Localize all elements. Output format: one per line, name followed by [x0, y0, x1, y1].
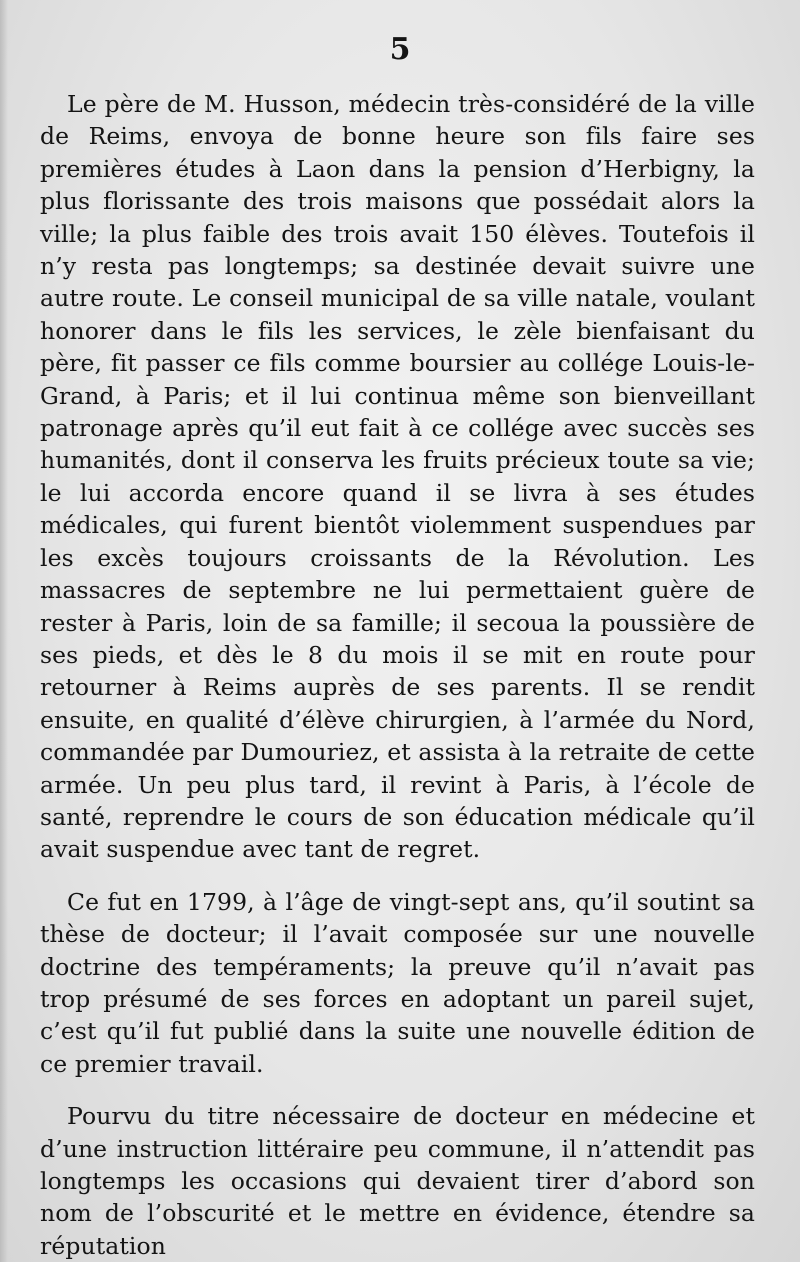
page-edge-shadow — [0, 0, 8, 1262]
paragraph-3: Pourvu du titre nécessaire de docteur en médecine et d’une instruction littéraire peu commune, il n’attendit pas longtemps les occasions qui devaient tirer d’abord son nom de l’obscurité et le mettre en évidence, étendre sa réputation — [40, 1102, 755, 1260]
paragraph-1: Le père de M. Husson, médecin très-considéré de la ville de Reims, envoya de bonne heure son fils faire ses premières études à Laon dans la pension d’Herbigny, la plus florissante des trois maisons que possédait alors la ville; la plus faible des trois avait 150 élèves. Toutefois il n’y resta pas longtemps; sa destinée devait suivre une autre route. Le conseil municipal de sa ville natale, voulant honorer dans le fils les services, le zèle bienfaisant du père, fit passer ce fils comme boursier au collége Louis-le-Grand, à Paris; et il lui continua même son bienveillant patronage après qu’il eut fait à ce collége avec succès ses humanités, dont il conserva les fruits précieux toute sa vie; le lui accorda encore quand il se livra à ses études médicales, qui furent bientôt violemment suspendues par les excès toujours croissants de la Révolution. Les massacres de septembre ne lui permettaient guère de rester à Paris, loin de sa famille; il secoua la poussière de ses pieds, et dès le 8 du mois il se mit en route pour retourner à Reims auprès de ses parents. Il se rendit ensuite, en qualité d’élève chirurgien, à l’armée du Nord, commandée par Dumouriez, et assista à la retraite de cette armée. Un peu plus tard, il revint à Paris, à l’école de santé, reprendre le cours de son éducation médicale qu’il avait suspendue avec tant de regret. — [40, 90, 755, 864]
page-number: 5 — [389, 32, 411, 67]
body-text — [40, 88, 755, 1262]
paragraph-2: Ce fut en 1799, à l’âge de vingt-sept ans, qu’il soutint sa thèse de docteur; il l’avait composée sur une nouvelle doctrine des tempéraments; la preuve qu’il n’avait pas trop présumé de ses forces en adoptant un pareil sujet, c’est qu’il fut publié dans la suite une nouvelle édition de ce premier travail. — [40, 887, 755, 1078]
